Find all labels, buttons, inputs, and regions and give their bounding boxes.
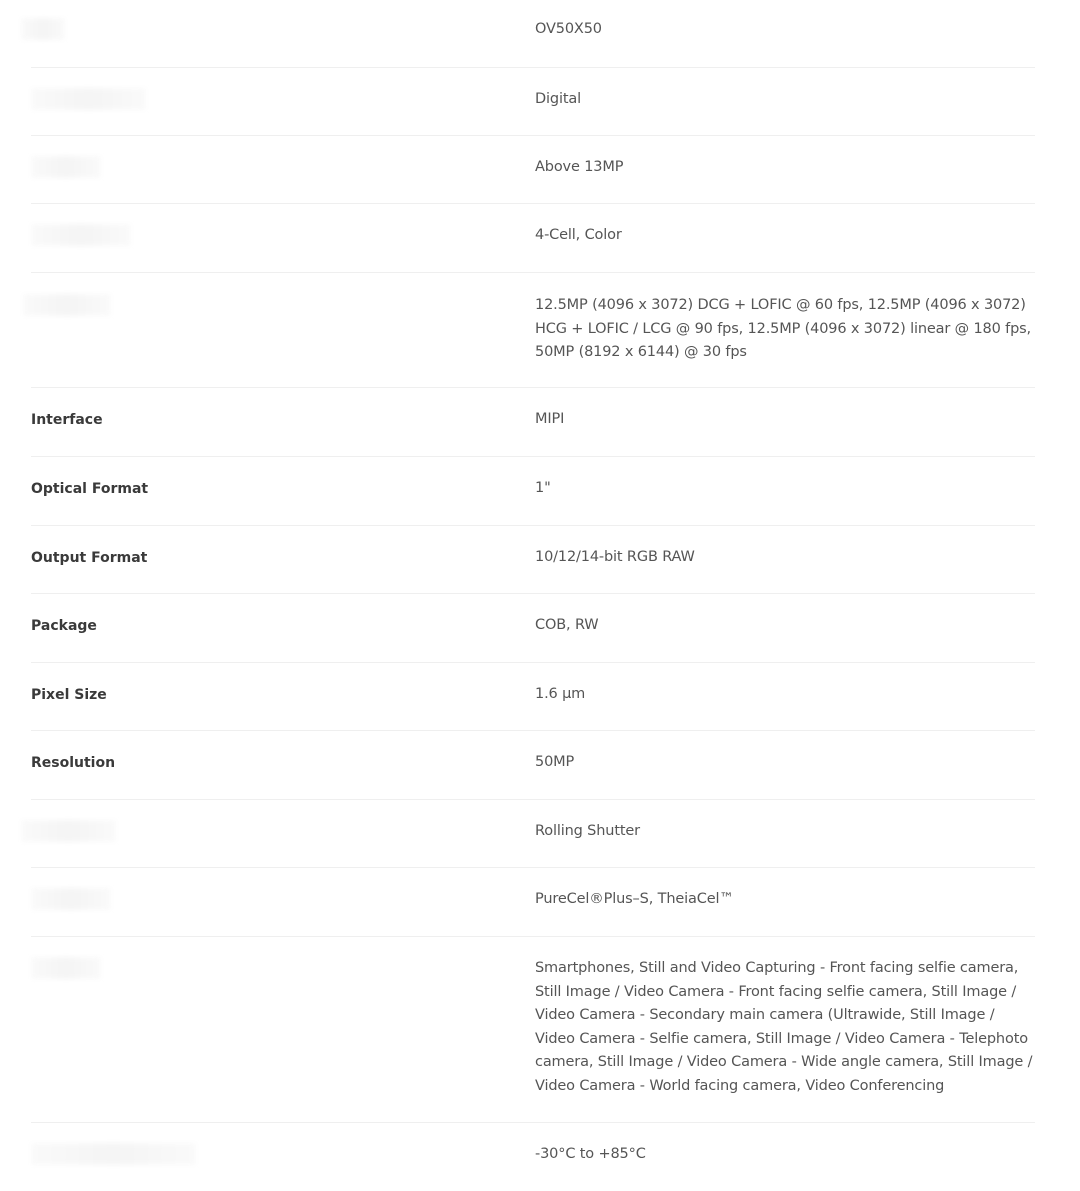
- spec-row: [31, 937, 1035, 1123]
- spec-label: Package: [31, 618, 97, 634]
- spec-row: [31, 663, 1035, 731]
- spec-row: [31, 388, 1035, 457]
- spec-label: [31, 294, 535, 324]
- spec-label: [31, 820, 535, 850]
- spec-value: Digital: [535, 91, 581, 107]
- spec-label: [31, 957, 535, 987]
- blurred-label-placeholder: [31, 224, 131, 246]
- spec-value: PureCel®Plus–S, TheiaCel™: [535, 891, 734, 907]
- spec-row: [31, 800, 1035, 868]
- spec-value: COB, RW: [535, 617, 599, 633]
- blurred-label-placeholder: [31, 888, 111, 910]
- spec-value: 4-Cell, Color: [535, 227, 622, 243]
- spec-value: 12.5MP (4096 x 3072) DCG + LOFIC @ 60 fps, 12.5MP (4096 x 3072) HCG + LOFIC / LCG @ 90 fps, 12.5MP (4096 x 3072) linear @ 180 fps, 50MP (8192 x 6144) @ 30 fps: [535, 297, 1032, 360]
- spec-row: [31, 273, 1035, 388]
- spec-value: Smartphones, Still and Video Capturing - Front facing selfie camera, Still Image / Video Camera - Front facing selfie camera, Still Image / Video Camera - Secondary main camera (Ultrawide, Still Image / Video Camera - Selfie camera, Still Image / Video Camera - Telephoto camera, Still Image / Video Camera - Wide angle camera, Still Image / Video Camera - World facing camera, Video Conferencing: [535, 960, 1033, 1094]
- spec-row: [31, 136, 1035, 204]
- spec-row: [31, 1123, 1035, 1191]
- spec-row: [31, 457, 1035, 526]
- spec-row: [31, 731, 1035, 800]
- spec-value: -30°C to +85°C: [535, 1146, 646, 1162]
- spec-value: MIPI: [535, 411, 565, 427]
- spec-label: Optical Format: [31, 481, 149, 497]
- spec-row: [31, 0, 1035, 68]
- spec-value: Rolling Shutter: [535, 823, 640, 839]
- spec-value: 1": [535, 480, 551, 496]
- blurred-label-placeholder: [21, 18, 65, 40]
- spec-label: [31, 1143, 535, 1173]
- spec-row: [31, 868, 1035, 937]
- blurred-label-placeholder: [31, 957, 101, 979]
- spec-label: Resolution: [31, 755, 116, 771]
- spec-label: Interface: [31, 412, 103, 428]
- spec-row: [31, 68, 1035, 136]
- spec-label: [31, 224, 535, 254]
- spec-value: OV50X50: [535, 21, 602, 37]
- spec-value: 10/12/14-bit RGB RAW: [535, 549, 695, 565]
- blurred-label-placeholder: [31, 88, 146, 110]
- spec-label: Output Format: [31, 550, 148, 566]
- spec-table: [31, 0, 1035, 1191]
- spec-label: [31, 888, 535, 918]
- spec-value: Above 13MP: [535, 159, 624, 175]
- blurred-label-placeholder: [21, 820, 116, 842]
- spec-label: [31, 156, 535, 186]
- spec-row: [31, 526, 1035, 594]
- spec-row: [31, 594, 1035, 663]
- spec-value: 50MP: [535, 754, 575, 770]
- spec-label: [31, 88, 535, 118]
- spec-row: [31, 204, 1035, 273]
- spec-value: 1.6 µm: [535, 686, 586, 702]
- spec-label: [31, 18, 535, 48]
- blurred-label-placeholder: [23, 294, 111, 316]
- blurred-label-placeholder: [31, 1143, 196, 1165]
- blurred-label-placeholder: [31, 156, 101, 178]
- spec-label: Pixel Size: [31, 687, 107, 703]
